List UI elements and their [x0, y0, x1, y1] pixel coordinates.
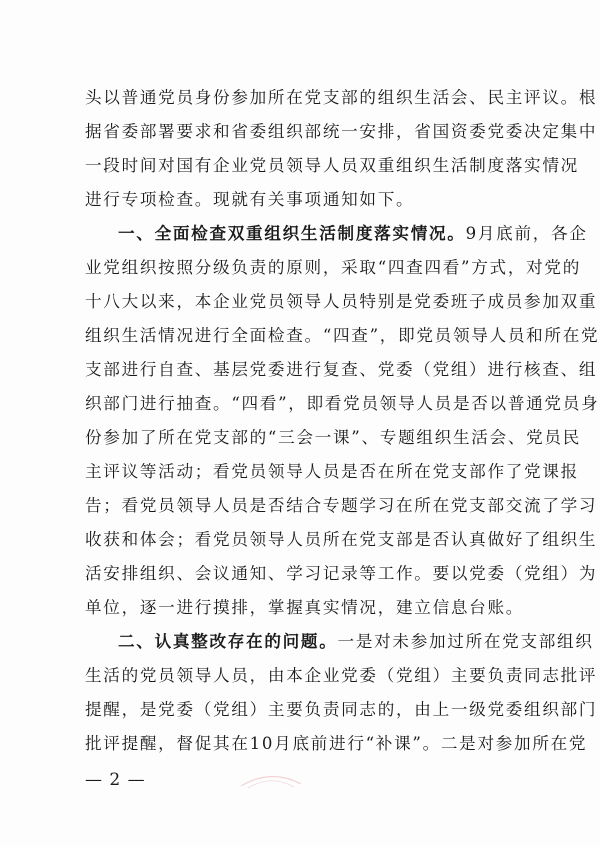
text-line: 一段时间对国有企业党员领导人员双重组织生活制度落实情况: [85, 156, 579, 175]
text-line: 织部门进行抽查。“四看”，即看党员领导人员是否以普通党员身: [85, 394, 600, 413]
text-line: 活安排组织、会议通知、学习记录等工作。要以党委（党组）为: [85, 564, 598, 583]
text-line: 告；看党员领导人员是否结合专题学习在所在党支部交流了学习: [85, 496, 598, 515]
text-line: 头以普通党员身份参加所在党支部的组织生活会、民主评议。根: [85, 88, 598, 107]
page-number: — 2 —: [85, 770, 146, 790]
text-line: 支部进行自查、基层党委进行复查、党委（党组）进行核查、组: [85, 360, 598, 379]
section-one-heading: 一、全面检查双重组织生活制度落实情况。: [118, 224, 466, 243]
stamp-trace: [236, 766, 306, 792]
text-line: 批评提醒，督促其在10月底前进行“补课”。二是对参加所在党: [85, 734, 588, 753]
text-line: 十八大以来，本企业党员领导人员特别是党委班子成员参加双重: [85, 292, 598, 311]
section-two-heading-line: [118, 632, 594, 652]
section-one-text: 9月底前，各企: [465, 224, 588, 243]
text-line: 进行专项检查。现就有关事项通知如下。: [85, 190, 415, 209]
text-line: 主评议等活动；看党员领导人员是否在所在党支部作了党课报: [85, 462, 579, 481]
section-two-heading: 二、认真整改存在的问题。: [118, 632, 338, 651]
text-line: 收获和体会；看党员领导人员所在党支部是否认真做好了组织生: [85, 530, 598, 549]
section-two-text: 一是对未参加过所在党支部组织: [337, 632, 594, 651]
text-line: 据省委部署要求和省委组织部统一安排，省国资委党委决定集中: [85, 122, 598, 141]
text-line: 生活的党员领导人员，由本企业党委（党组）主要负责同志批评: [85, 666, 598, 685]
text-line: 组织生活情况进行全面检查。“四查”，即党员领导人员和所在党: [85, 326, 600, 345]
text-line: 提醒，是党委（党组）主要负责同志的，由上一级党委组织部门: [85, 700, 598, 719]
text-line: 业党组织按照分级负责的原则，采取“四查四看”方式，对党的: [85, 258, 582, 277]
text-line: 单位，逐一进行摸排，掌握真实情况，建立信息台账。: [85, 598, 525, 617]
section-one-heading-line: [118, 224, 588, 244]
text-line: 份参加了所在党支部的“三会一课”、专题组织生活会、党员民: [85, 428, 582, 447]
